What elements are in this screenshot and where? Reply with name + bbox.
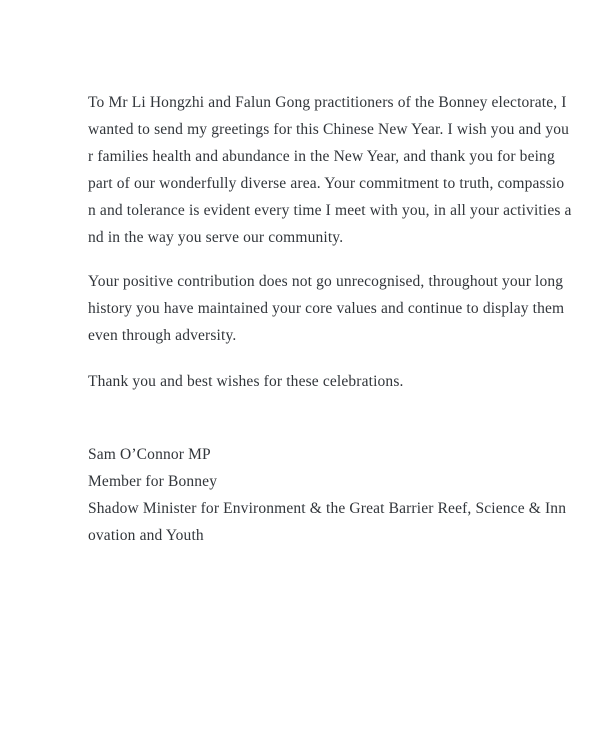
letter-document <box>88 89 572 549</box>
signature-role-line: Shadow Minister for Environment & the Great Barrier Reef, Science & Inn <box>88 500 567 517</box>
letter-line: part of our wonderfully diverse area. Your commitment to truth, compassio <box>88 175 565 192</box>
letter-line: even through adversity. <box>88 327 237 344</box>
letter-line: nd in the way you serve our community. <box>88 229 344 246</box>
signature-title: Member for Bonney <box>88 473 218 490</box>
letter-line: n and tolerance is evident every time I meet with you, in all your activities a <box>88 202 572 219</box>
letter-line: Thank you and best wishes for these celebrations. <box>88 373 404 390</box>
closing-paragraph <box>88 368 524 395</box>
letter-line: r families health and abundance in the New Year, and thank you for being <box>88 148 555 165</box>
letter-line: To Mr Li Hongzhi and Falun Gong practitioners of the Bonney electorate, I <box>88 94 567 111</box>
contribution-paragraph <box>88 268 565 349</box>
letter-line: Your positive contribution does not go unrecognised, throughout your long <box>88 273 564 290</box>
letter-line: wanted to send my greetings for this Chinese New Year. I wish you and you <box>88 121 570 138</box>
letter-line: history you have maintained your core values and continue to display them <box>88 300 565 317</box>
greeting-paragraph <box>88 89 572 251</box>
signature-role-line: ovation and Youth <box>88 527 204 544</box>
signature-name: Sam O’Connor MP <box>88 446 211 463</box>
signature-block <box>88 441 567 549</box>
